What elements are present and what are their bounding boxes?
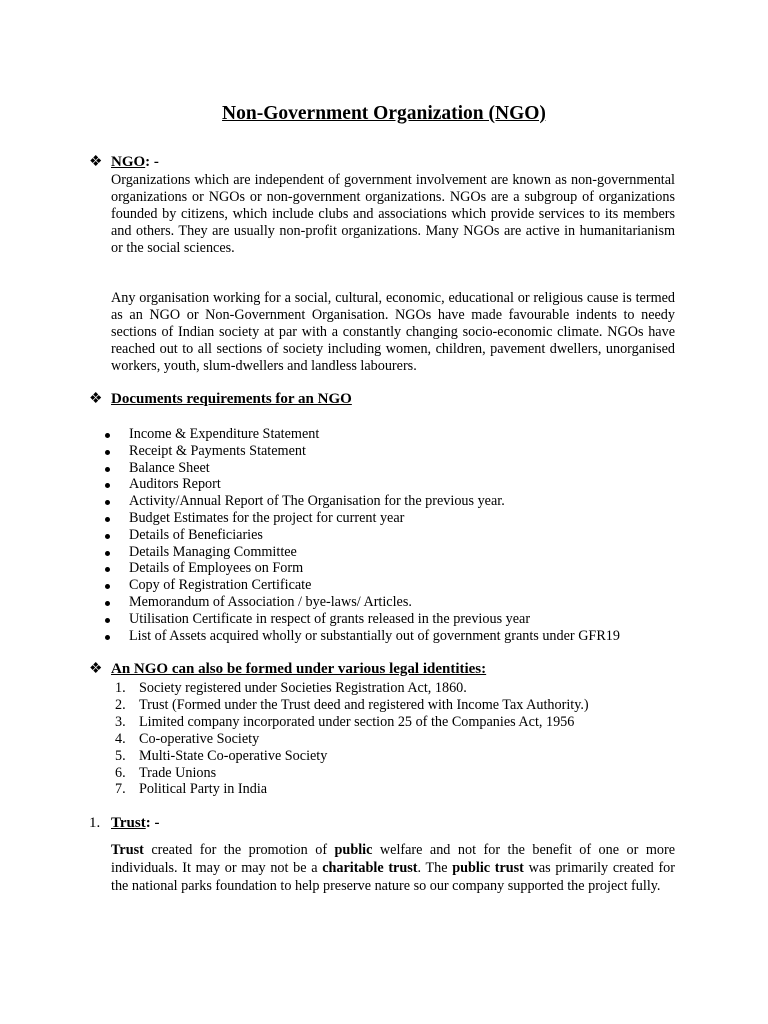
list-item <box>111 680 691 697</box>
ngo-heading-suffix: : - <box>145 154 159 170</box>
public-term: public <box>334 842 373 858</box>
trust-text-4: was primarily created for the national parks foundation to help preserve nature so our company supported the project fully. <box>111 860 675 894</box>
trust-heading-suffix: : - <box>145 815 160 831</box>
list-item <box>111 748 691 765</box>
legal-identities-list <box>111 680 691 798</box>
list-item-text: Political Party in India <box>139 781 268 798</box>
list-number: 7. <box>115 781 126 798</box>
list-number: 2. <box>115 696 126 713</box>
trust-term: Trust <box>111 842 144 858</box>
diamond-bullet-icon: ❖ <box>89 154 103 170</box>
list-item-text: Co-operative Society <box>139 730 260 747</box>
trust-text-1: created for the promotion of <box>143 842 335 858</box>
section-heading-trust <box>89 815 159 832</box>
documents-heading-label: Documents requirements for an NGO <box>111 391 352 407</box>
diamond-bullet-icon: ❖ <box>89 661 103 677</box>
diamond-bullet-icon: ❖ <box>89 391 103 407</box>
ngo-heading-label: NGO <box>111 154 146 170</box>
list-item: Details of Beneficiaries <box>111 527 691 544</box>
list-item: Activity/Annual Report of The Organisation for the previous year. <box>111 493 691 510</box>
trust-text-2: welfare and not for the benefit of one or more individuals. It may or may not be a <box>111 842 675 876</box>
list-item-text: Society registered under Societies Registration Act, 1860. <box>139 680 467 696</box>
trust-number: 1. <box>89 815 101 831</box>
list-item <box>111 781 691 798</box>
documents-list <box>111 426 691 644</box>
list-item <box>111 765 691 782</box>
section-heading-ngo <box>89 154 159 171</box>
list-item: Copy of Registration Certificate <box>111 577 691 594</box>
trust-heading-label: Trust <box>111 815 146 831</box>
ngo-paragraph-1: Organizations which are independent of government involvement are known as non-governmental organizations or NGOs or non-government organizations. NGOs are a subgroup of organizations founded by citizens, which include clubs and associations which provide services to its members and others. They are usually non-profit organizations. Many NGOs are active in humanitarianism or the social sciences. <box>111 172 675 256</box>
list-item <box>111 697 691 714</box>
list-item: Memorandum of Association / bye-laws/ Articles. <box>111 594 691 611</box>
list-item: Details Managing Committee <box>111 544 691 561</box>
list-number: 4. <box>115 730 126 747</box>
list-item-text: Limited company incorporated under section 25 of the Companies Act, 1956 <box>139 713 575 730</box>
list-item: Receipt & Payments Statement <box>111 443 691 460</box>
list-item <box>111 731 691 748</box>
legal-heading-label: An NGO can also be formed under various legal identities: <box>111 661 487 677</box>
trust-paragraph <box>111 841 675 895</box>
charitable-trust-term: charitable trust <box>322 860 418 876</box>
ngo-paragraph-2: Any organisation working for a social, cultural, economic, educational or religious cause is termed as an NGO or Non-Government Organisation. NGOs have made favourable indents to needy sections of Indian society at par with a constantly changing socio-economic climate. NGOs have reached out to all sections of society including women, children, pavement dwellers, unorganised workers, youth, slum-dwellers and landless labourers. <box>111 290 675 374</box>
list-number: 5. <box>115 747 126 764</box>
list-item: Income & Expenditure Statement <box>111 426 691 443</box>
list-item: Balance Sheet <box>111 460 691 477</box>
list-item-text: Trust (Formed under the Trust deed and registered with Income Tax Authority.) <box>139 696 589 713</box>
section-heading-documents <box>89 391 352 408</box>
list-item: Budget Estimates for the project for current year <box>111 510 691 527</box>
list-item: Details of Employees on Form <box>111 560 691 577</box>
list-number: 1. <box>115 680 126 696</box>
list-item: Auditors Report <box>111 476 691 493</box>
public-trust-term: public trust <box>452 860 524 876</box>
list-item-text: Trade Unions <box>139 764 217 781</box>
trust-text-3: . The <box>417 860 453 876</box>
page-title: Non-Government Organization (NGO) <box>222 103 546 124</box>
section-heading-legal <box>89 661 486 678</box>
list-number: 3. <box>115 713 126 730</box>
list-item: List of Assets acquired wholly or substantially out of government grants under GFR19 <box>111 628 691 645</box>
list-item-text: Multi-State Co-operative Society <box>139 747 328 764</box>
list-item <box>111 714 691 731</box>
list-number: 6. <box>115 764 126 781</box>
list-item: Utilisation Certificate in respect of grants released in the previous year <box>111 611 691 628</box>
